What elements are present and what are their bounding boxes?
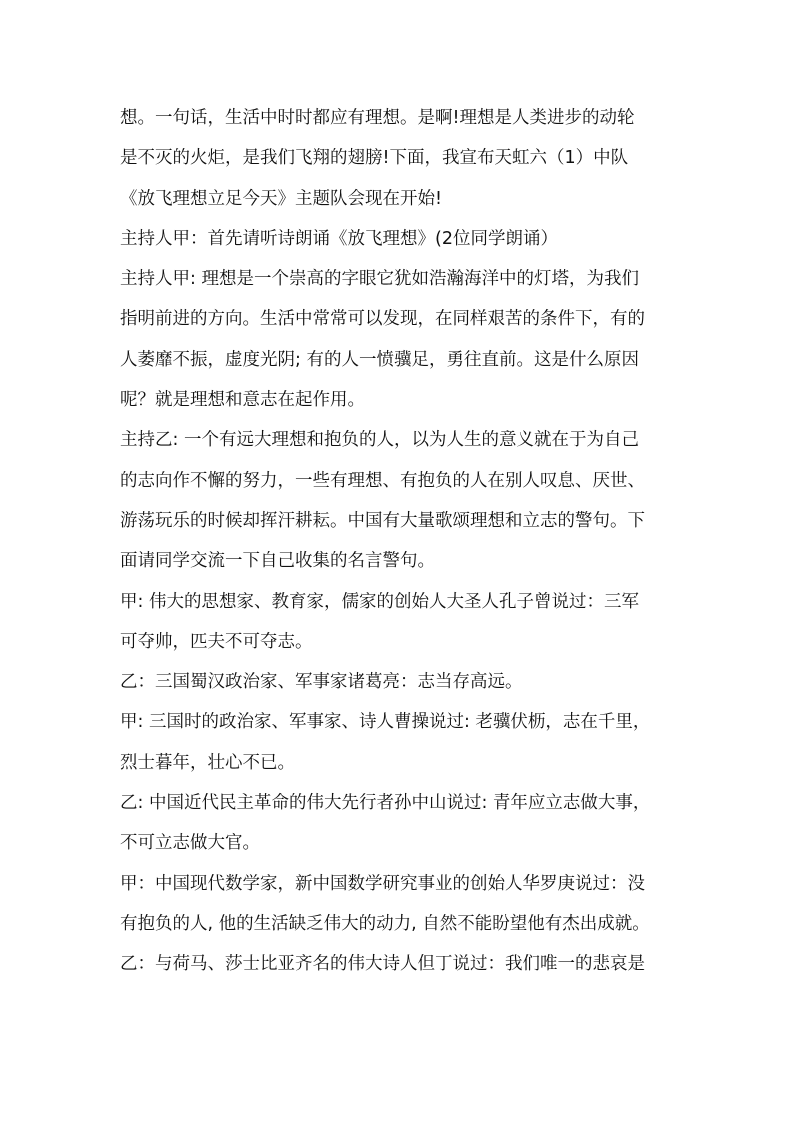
text-line: 不可立志做大官。 <box>120 833 260 854</box>
text-line: 呢？就是理想和意志在起作用。 <box>120 390 365 411</box>
text-line: 人萎靡不振，虚度光阴; 有的人一愤骥足，勇往直前。这是什么原因 <box>120 349 639 370</box>
text-line: 指明前进的方向。生活中常常可以发现，在同样艰苦的条件下，有的 <box>120 309 645 330</box>
text-line: 游荡玩乐的时候却挥汗耕耘。中国有大量歌颂理想和立志的警句。下 <box>120 510 645 531</box>
text-line: 是不灭的火炬，是我们飞翔的翅膀!下面，我宣布天虹六（1）中队 <box>120 148 629 169</box>
text-line: 甲: 伟大的思想家、教育家，儒家的创始人大圣人孔子曾说过：三军 <box>120 591 639 612</box>
text-line: 有抱负的人, 他的生活缺乏伟大的动力, 自然不能盼望他有杰出成就。 <box>120 913 650 934</box>
text-line: 乙：与荷马、莎士比亚齐名的伟大诗人但丁说过：我们唯一的悲哀是 <box>120 954 645 975</box>
text-line: 可夺帅，匹夫不可夺志。 <box>120 631 313 652</box>
text-line: 主持人甲: 理想是一个崇高的字眼它犹如浩瀚海洋中的灯塔，为我们 <box>120 269 639 290</box>
text-line: 《放飞理想立足今天》主题队会现在开始! <box>120 188 443 209</box>
text-line: 面请同学交流一下自己收集的名言警句。 <box>120 551 435 572</box>
text-line: 甲：中国现代数学家，新中国数学研究事业的创始人华罗庚说过：没 <box>120 873 645 894</box>
text-line: 乙：三国蜀汉政治家、军事家诸葛亮：志当存高远。 <box>120 672 523 693</box>
document-body <box>120 98 680 985</box>
text-line: 的志向作不懈的努力，一些有理想、有抱负的人在别人叹息、厌世、 <box>120 470 645 491</box>
text-line: 主持人甲：首先请听诗朗诵《放飞理想》(2位同学朗诵） <box>120 228 558 249</box>
text-line: 乙: 中国近代民主革命的伟大先行者孙中山说过: 青年应立志做大事， <box>120 793 651 814</box>
text-line: 想。一句话，生活中时时都应有理想。是啊!理想是人类进步的动轮 <box>120 108 635 128</box>
text-line: 甲: 三国时的政治家、军事家、诗人曹操说过: 老骥伏枥，志在千里， <box>120 712 651 733</box>
text-line: 主持乙: 一个有远大理想和抱负的人，以为人生的意义就在于为自己 <box>120 430 639 451</box>
text-line: 烈士暮年，壮心不已。 <box>120 752 295 773</box>
